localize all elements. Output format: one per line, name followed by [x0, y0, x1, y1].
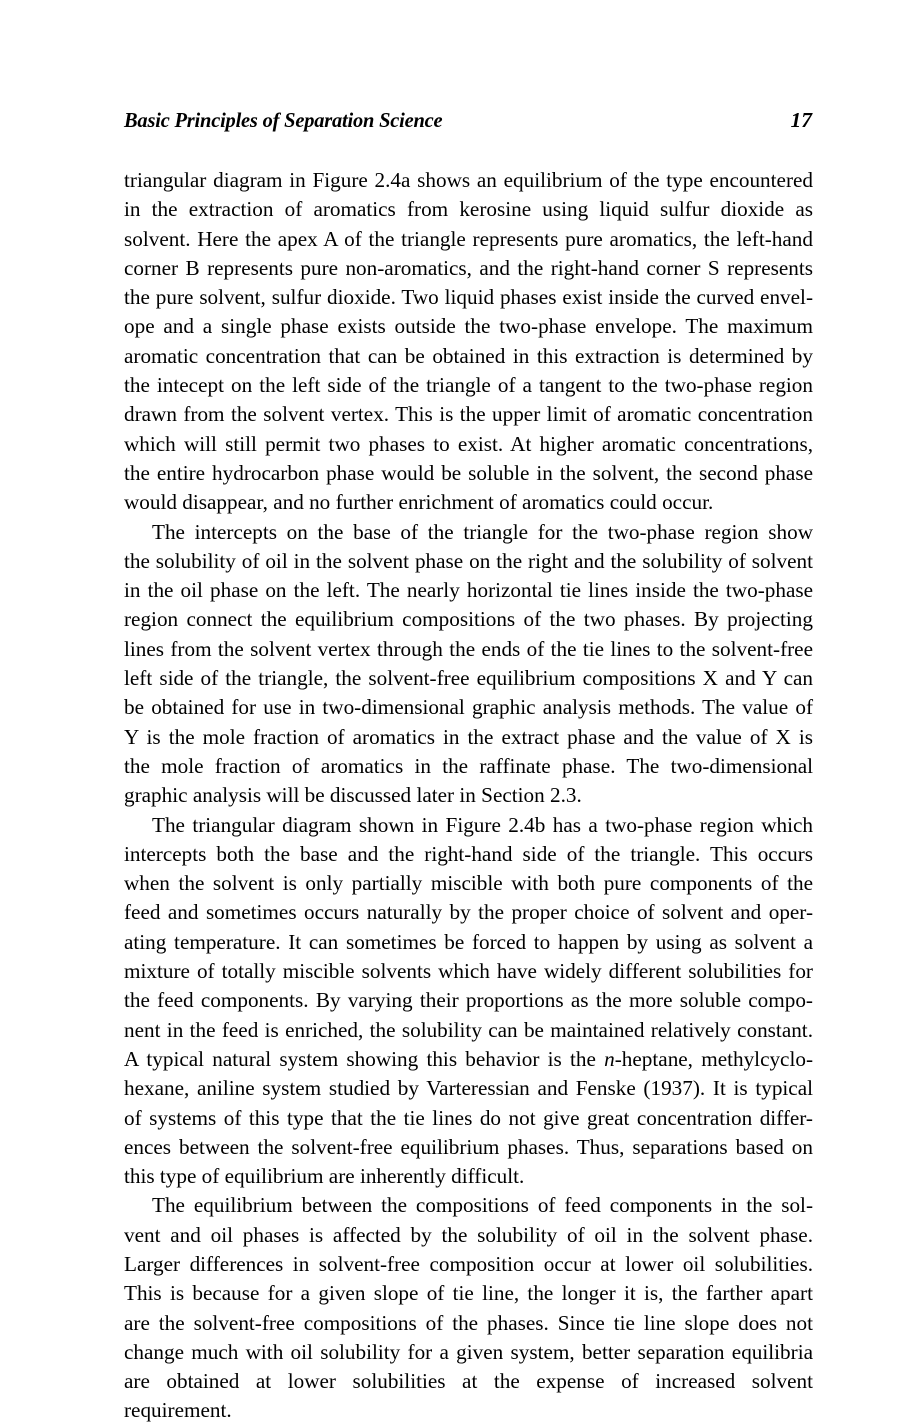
text-line: aromatic concentration that can be obtained in this extraction is determined by	[124, 343, 813, 368]
text-line: graphic analysis will be discussed later in Section 2.3.	[124, 783, 582, 808]
italic-nomenclature-prefix: n	[604, 1046, 615, 1071]
text-line: region connect the equilibrium compositions of the two phases. By projecting	[124, 607, 813, 632]
text-line: intercepts both the base and the right-hand side of the triangle. This occurs	[124, 841, 813, 866]
text-line: corner B represents pure non-aromatics, and the right-hand corner S represents	[124, 255, 813, 280]
text-line: nent in the feed is enriched, the solubility can be maintained relatively constant.	[124, 1017, 813, 1042]
text-line: triangular diagram in Figure 2.4a shows an equilibrium of the type encountered	[124, 168, 813, 192]
text-line: This is because for a given slope of tie line, the longer it is, the farther apart	[124, 1281, 813, 1306]
text-line: when the solvent is only partially miscible with both pure components of the	[124, 871, 813, 896]
text-line: The triangular diagram shown in Figure 2.4b has a two-phase region which	[152, 812, 813, 837]
text-line: vent and oil phases is affected by the solubility of oil in the solvent phase.	[124, 1222, 813, 1247]
paragraph-3	[124, 811, 813, 1192]
text-line: The equilibrium between the compositions of feed components in the sol-	[152, 1193, 813, 1218]
text-line: Y is the mole fraction of aromatics in the extract phase and the value of X is	[124, 724, 813, 749]
text-line: the intecept on the left side of the triangle of a tangent to the two-phase region	[124, 373, 813, 398]
text-line: the mole fraction of aromatics in the raffinate phase. The two-dimensional	[124, 753, 813, 778]
paragraph-2	[124, 518, 813, 811]
running-head-title: Basic Principles of Separation Science	[124, 108, 443, 132]
text-line: solvent. Here the apex A of the triangle represents pure aromatics, the left-hand	[124, 226, 813, 251]
text-line-italic-n: A typical natural system showing this behavior is the n-heptane, methylcyclo-	[124, 1046, 814, 1071]
paragraph-1	[124, 166, 813, 518]
page-number: 17	[790, 108, 812, 132]
running-head	[124, 108, 812, 138]
text-line: ences between the solvent-free equilibrium phases. Thus, separations based on	[124, 1134, 813, 1159]
text-line: this type of equilibrium are inherently difficult.	[124, 1164, 525, 1189]
text-line: would disappear, and no further enrichment of aromatics could occur.	[124, 490, 714, 515]
text-line: the entire hydrocarbon phase would be soluble in the solvent, the second phase	[124, 460, 813, 485]
text-line: feed and sometimes occurs naturally by the proper choice of solvent and oper-	[124, 900, 813, 925]
text-line: change much with oil solubility for a given system, better separation equilibria	[124, 1339, 813, 1364]
text-line: The intercepts on the base of the triangle for the two-phase region show	[152, 519, 813, 544]
text-line: lines from the solvent vertex through the ends of the tie lines to the solvent-free	[124, 636, 813, 661]
text-line: drawn from the solvent vertex. This is the upper limit of aromatic concentration	[124, 402, 813, 427]
text-line: in the oil phase on the left. The nearly horizontal tie lines inside the two-phase	[124, 578, 813, 603]
paragraph-4	[124, 1191, 819, 1423]
body-text-column	[124, 166, 819, 1423]
text-line: mixture of totally miscible solvents which have widely different solubilities for	[124, 959, 813, 984]
text-line: in the extraction of aromatics from kerosine using liquid sulfur dioxide as	[124, 197, 813, 222]
text-line: the feed components. By varying their proportions as the more soluble compo-	[124, 988, 813, 1013]
text-line: be obtained for use in two-dimensional graphic analysis methods. The value of	[124, 695, 813, 720]
text-line: are the solvent-free compositions of the phases. Since tie line slope does not	[124, 1310, 813, 1335]
text-line: of systems of this type that the tie lines do not give great concentration differ-	[124, 1105, 813, 1130]
text-line: ating temperature. It can sometimes be forced to happen by using as solvent a	[124, 929, 813, 954]
text-line: the pure solvent, sulfur dioxide. Two liquid phases exist inside the curved envel-	[124, 285, 813, 310]
text-line: hexane, aniline system studied by Varteressian and Fenske (1937). It is typical	[124, 1076, 813, 1101]
text-line: left side of the triangle, the solvent-free equilibrium compositions X and Y can	[124, 666, 813, 691]
text-line: Larger differences in solvent-free composition occur at lower oil solubilities.	[124, 1251, 813, 1276]
text-line: which will still permit two phases to exist. At higher aromatic concentrations,	[124, 431, 813, 456]
text-line: are obtained at lower solubilities at the expense of increased solvent requirement.	[124, 1369, 819, 1423]
text-line: ope and a single phase exists outside the two-phase envelope. The maximum	[124, 314, 813, 339]
text-line: the solubility of oil in the solvent phase on the right and the solubility of solvent	[124, 548, 813, 573]
